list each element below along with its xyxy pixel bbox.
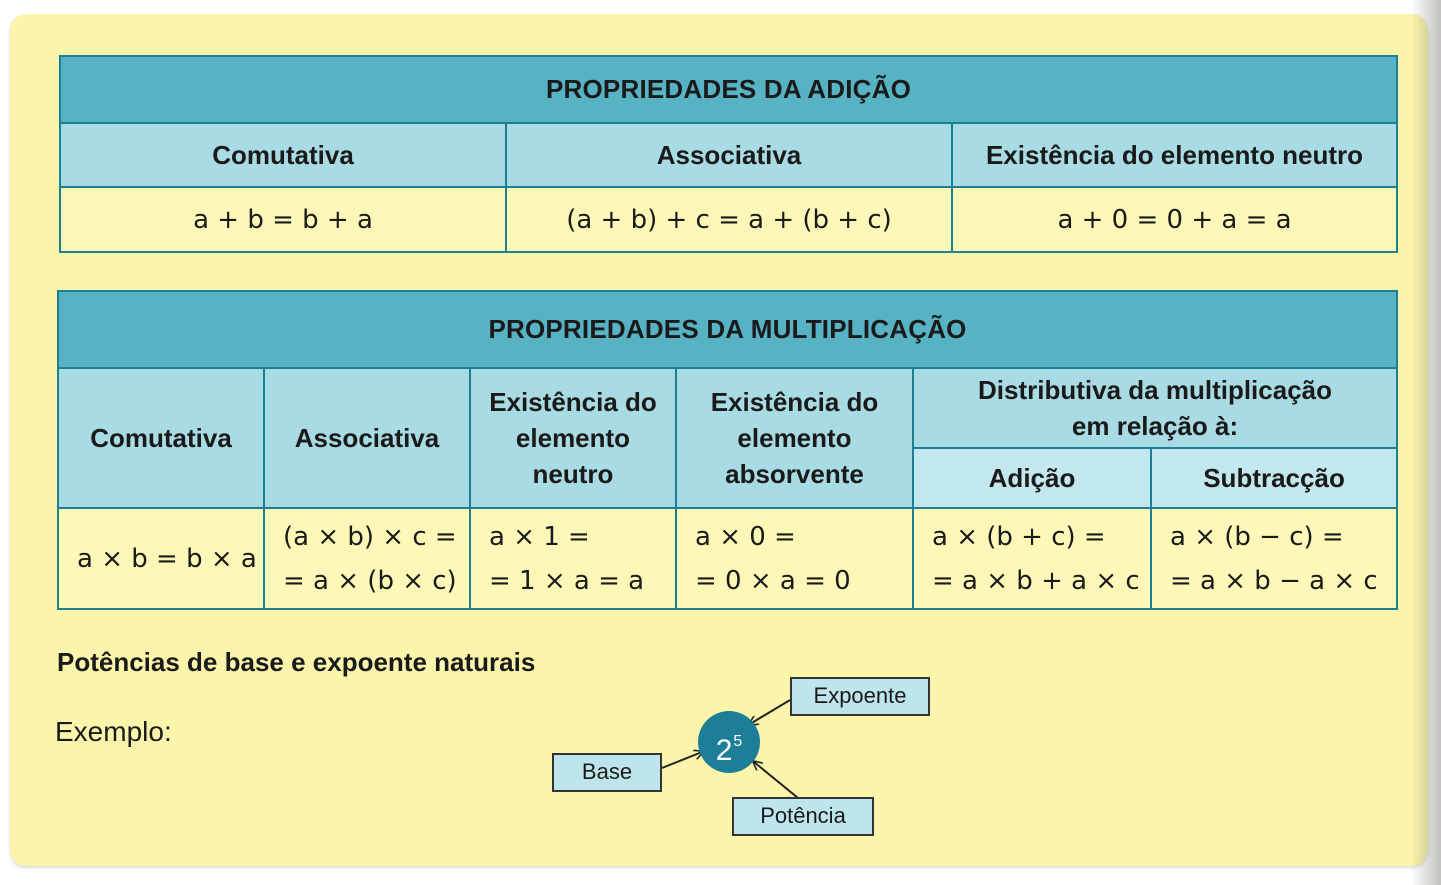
header-line: Existência do (710, 387, 879, 417)
formula-line: = 0 × a = 0 (695, 565, 851, 596)
header-line: Distributiva da multiplicação (978, 375, 1333, 405)
addition-formula-neutral: a + 0 = 0 + a = a (952, 187, 1397, 252)
addition-formula-commutative: a + b = b + a (60, 187, 506, 252)
formula-line: = a × (b × c) (283, 565, 457, 596)
arrow-to-exponent (750, 700, 790, 724)
addition-formula-associative: (a + b) + c = a + (b + c) (506, 187, 952, 252)
addition-col-commutative: Comutativa (60, 123, 506, 187)
formula-line: a × (b − c) = (1170, 521, 1344, 552)
formula-line: = a × b + a × c (932, 565, 1140, 596)
formula-line: a × 0 = (695, 521, 796, 552)
page-edge-shadow (1411, 0, 1441, 885)
header-line: elemento (737, 423, 852, 453)
multiplication-title: PROPRIEDADES DA MULTIPLICAÇÃO (58, 291, 1397, 368)
formula-line: (a × b) × c = (283, 521, 457, 552)
header-line: Comutativa (90, 423, 232, 453)
header-line: neutro (532, 459, 614, 489)
power-label-box: Potência (732, 797, 874, 836)
addition-col-neutral: Existência do elemento neutro (952, 123, 1397, 187)
header-line: absorvente (725, 459, 864, 489)
formula-line: a × 1 = (489, 521, 590, 552)
exponent-value: 5 (733, 733, 743, 750)
formula-line: = a × b − a × c (1170, 565, 1378, 596)
formula-line: = 1 × a = a (489, 565, 645, 596)
distributive-sub-subtraction: Subtracção (1151, 448, 1397, 508)
addition-col-associative: Associativa (506, 123, 952, 187)
base-value: 2 (715, 734, 733, 767)
formula-line: a × (b + c) = (932, 521, 1106, 552)
power-example-circle (698, 711, 760, 773)
header-line: Associativa (294, 423, 440, 453)
distributive-sub-addition: Adição (913, 448, 1151, 508)
powers-section-title: Potências de base e expoente naturais (57, 647, 536, 677)
addition-title: PROPRIEDADES DA ADIÇÃO (60, 56, 1397, 123)
example-label: Exemplo: (55, 716, 172, 747)
exponent-label-box: Expoente (790, 677, 930, 716)
arrow-to-power (754, 762, 798, 798)
arrow-from-base (662, 752, 702, 768)
header-line: em relação à: (1071, 411, 1239, 441)
formula-line: a × b = b × a (77, 543, 257, 574)
header-line: Existência do (489, 387, 657, 417)
base-label-box: Base (552, 753, 662, 792)
header-line: elemento (515, 423, 631, 453)
